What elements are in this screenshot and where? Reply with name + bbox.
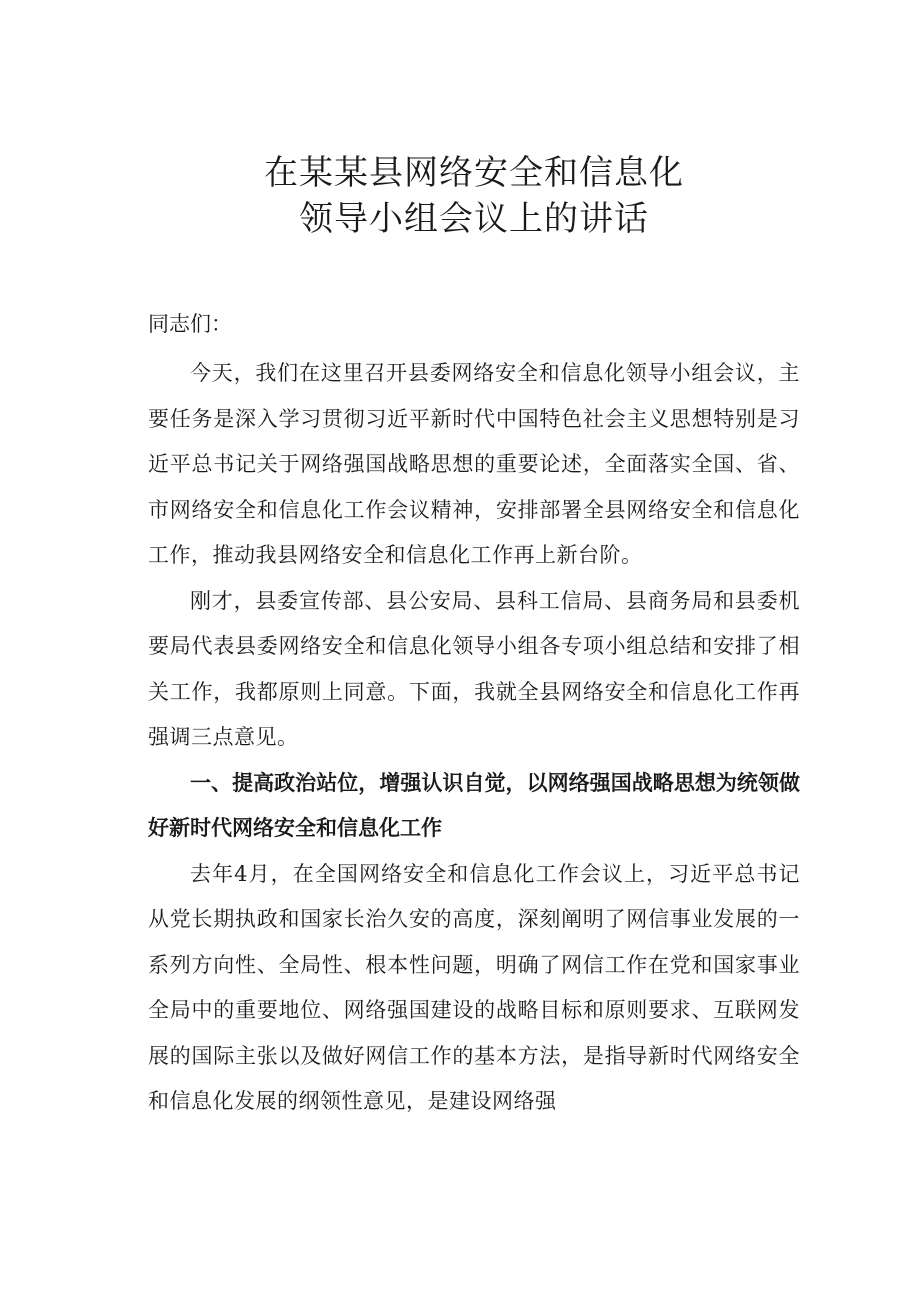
- body-paragraph-1: 今天，我们在这里召开县委网络安全和信息化领导小组会议，主要任务是深入学习贯彻习近平新时代中国特色社会主义思想特别是习近平总书记关于网络强国战略思想的重要论述，全面落实全国、省、市网络安全和信息化工作会议精神，安排部署全县网络安全和信息化工作，推动我县网络安全和信息化工作再上新台阶。: [148, 361, 800, 567]
- salutation: 同志们：: [148, 312, 232, 336]
- title-line-1: 在某某县网络安全和信息化: [264, 153, 684, 193]
- body-paragraph-2: 刚才，县委宣传部、县公安局、县科工信局、县商务局和县委机要局代表县委网络安全和信息化领导小组各专项小组总结和安排了相关工作，我都原则上同意。下面，我就全县网络安全和信息化工作再强调三点意见。: [148, 588, 800, 749]
- section-heading-1: 一、提高政治站位，增强认识自觉，以网络强国战略思想为统领做好新时代网络安全和信息化工作: [148, 770, 800, 840]
- document-title: [148, 150, 800, 242]
- title-line-2: 领导小组会议上的讲话: [299, 199, 649, 239]
- section-1-paragraph: 去年4月，在全国网络安全和信息化工作会议上，习近平总书记从党长期执政和国家长治久安的高度，深刻阐明了网信事业发展的一系列方向性、全局性、根本性问题，明确了网信工作在党和国家事业全局中的重要地位、网络强国建设的战略目标和原则要求、互联网发展的国际主张以及做好网信工作的基本方法，是指导新时代网络安全和信息化发展的纲领性意见，是建设网络强: [148, 861, 800, 1113]
- document-page: [148, 150, 800, 1125]
